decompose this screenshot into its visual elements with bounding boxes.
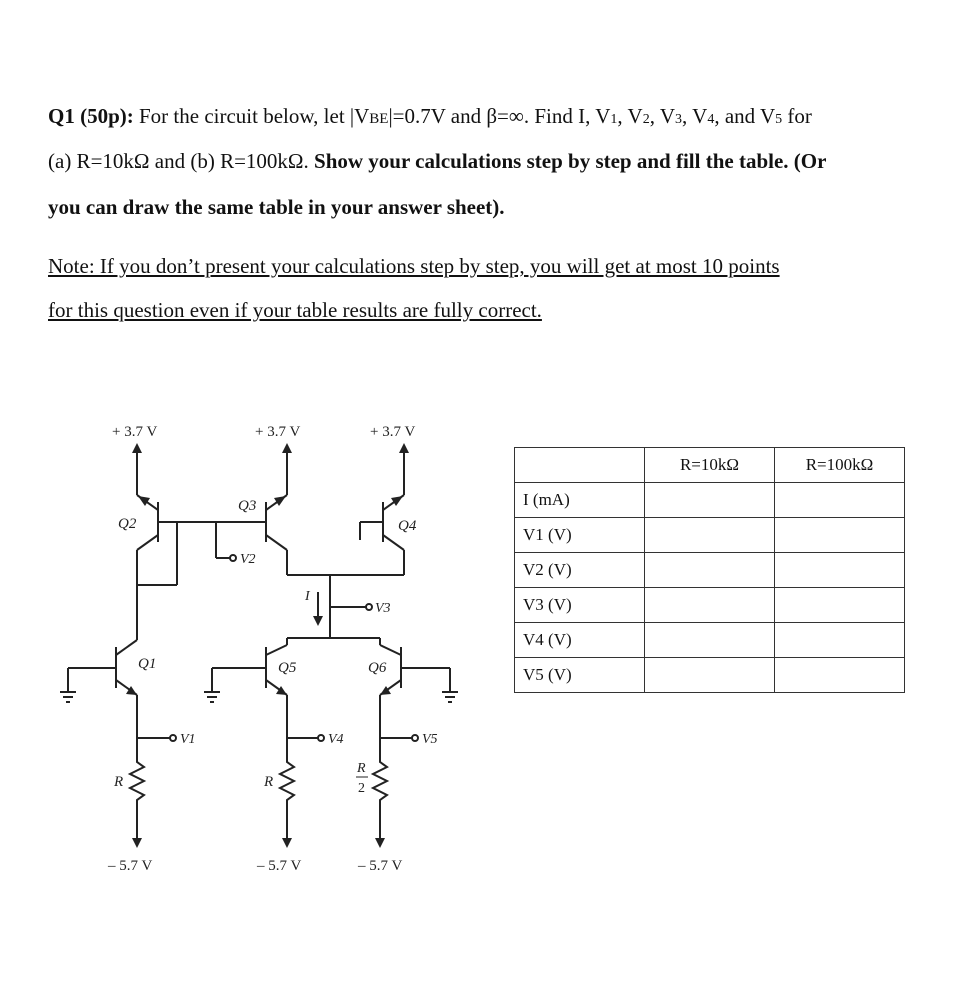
question-instruction: Show your calculations step by step and fill the table. (Or: [314, 149, 827, 173]
cell-v3-r100k[interactable]: [775, 588, 905, 623]
svg-text:V1: V1: [180, 732, 196, 747]
svg-text:Q2: Q2: [118, 516, 137, 532]
row-label-v2: V2 (V): [515, 553, 645, 588]
question-text-tail: for: [787, 104, 812, 128]
svg-text:R: R: [264, 774, 274, 790]
cell-i-r10k[interactable]: [645, 483, 775, 518]
cell-v5-r100k[interactable]: [775, 658, 905, 693]
row-label-v4: V4 (V): [515, 623, 645, 658]
cell-v2-r100k[interactable]: [775, 553, 905, 588]
question-cases: (a) R=10kΩ and (b) R=100kΩ.: [48, 149, 309, 173]
table-row: [515, 553, 905, 588]
svg-text:Q1: Q1: [138, 656, 157, 672]
table-row: [515, 483, 905, 518]
current-source-node: [287, 575, 404, 645]
transistor-q4: [360, 495, 417, 575]
svg-text:2: 2: [358, 781, 365, 796]
svg-text:I: I: [305, 589, 310, 604]
neg-supply-1: – 5.7 V: [108, 858, 153, 874]
header-r10k: R=10kΩ: [645, 448, 775, 483]
neg-supply-2: – 5.7 V: [257, 858, 302, 874]
cell-v1-r10k[interactable]: [645, 518, 775, 553]
table-header-row: [515, 448, 905, 483]
table-row: [515, 623, 905, 658]
resistors: [113, 755, 387, 848]
question-text-a: For the circuit below, let |V: [139, 104, 370, 128]
transistor-q3: [137, 495, 287, 585]
svg-text:V3: V3: [375, 601, 391, 616]
row-label-v5: V5 (V): [515, 658, 645, 693]
svg-text:V4: V4: [328, 732, 344, 747]
transistor-q2: [118, 495, 177, 615]
transistor-q1: [60, 615, 196, 755]
circuit-diagram: [40, 400, 480, 890]
table-corner: [515, 448, 645, 483]
note-line-2: for this question even if your table results are fully correct.: [48, 298, 542, 322]
cell-i-r100k[interactable]: [775, 483, 905, 518]
svg-text:V2: V2: [240, 552, 256, 567]
cell-v3-r10k[interactable]: [645, 588, 775, 623]
row-label-i: I (mA): [515, 483, 645, 518]
vbe-subscript: BE: [369, 111, 389, 127]
question-line-2: [48, 149, 826, 174]
results-table: [514, 447, 905, 693]
svg-text:Q5: Q5: [278, 660, 297, 676]
svg-text:V5: V5: [422, 732, 438, 747]
cell-v1-r100k[interactable]: [775, 518, 905, 553]
question-text-b: |=0.7V and β=∞. Find I, V: [388, 104, 611, 128]
supply-label-2: + 3.7 V: [255, 424, 301, 440]
cell-v4-r10k[interactable]: [645, 623, 775, 658]
cell-v4-r100k[interactable]: [775, 623, 905, 658]
cell-v2-r10k[interactable]: [645, 553, 775, 588]
supply-label-3: + 3.7 V: [370, 424, 416, 440]
svg-text:Q4: Q4: [398, 518, 417, 534]
svg-text:R: R: [114, 774, 124, 790]
question-line-1: Q1 (50p): For the circuit below, let |VBE|=0.7V and β=∞. Find I, V1, V2, V3, V4, and V5 for: [48, 104, 812, 128]
supply-arrows: [132, 443, 409, 495]
table-row: [515, 588, 905, 623]
table-row: [515, 518, 905, 553]
row-label-v1: V1 (V): [515, 518, 645, 553]
svg-text:Q6: Q6: [368, 660, 387, 676]
header-r100k: R=100kΩ: [775, 448, 905, 483]
supply-label-1: + 3.7 V: [112, 424, 158, 440]
neg-supply-3: – 5.7 V: [358, 858, 403, 874]
svg-text:R: R: [357, 761, 366, 776]
cell-v5-r10k[interactable]: [645, 658, 775, 693]
row-label-v3: V3 (V): [515, 588, 645, 623]
transistor-q5: [204, 645, 344, 755]
question-line-3: you can draw the same table in your answer sheet).: [48, 195, 505, 219]
question-number: Q1 (50p):: [48, 104, 134, 128]
note-line-1: Note: If you don’t present your calculations step by step, you will get at most 10 points: [48, 254, 780, 278]
svg-text:Q3: Q3: [238, 498, 257, 514]
table-row: [515, 658, 905, 693]
transistor-q6: [368, 645, 458, 755]
